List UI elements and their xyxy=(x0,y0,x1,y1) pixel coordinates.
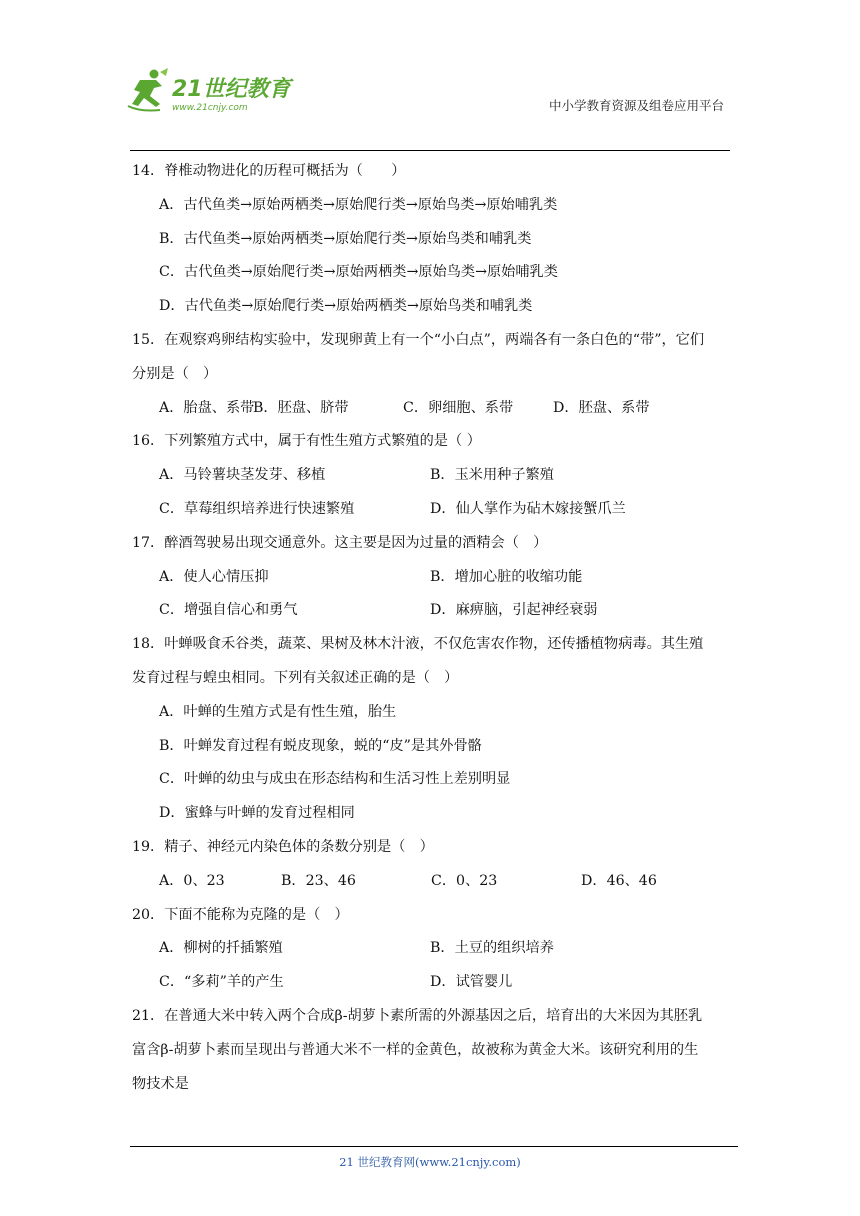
option-14-d: D．古代鱼类→原始爬行类→原始两栖类→原始鸟类和哺乳类 xyxy=(159,298,533,315)
options-17-row2 xyxy=(130,600,736,634)
option-15-d: D．胚盘、系带 xyxy=(553,399,650,416)
option-16-b: B．玉米用种子繁殖 xyxy=(430,467,554,484)
option-19-b: B．23、46 xyxy=(281,872,356,889)
footer-source: 21 世纪教育网(www.21cnjy.com) xyxy=(339,1155,521,1169)
options-17-row1 xyxy=(130,567,736,601)
option-18-d: D．蜜蜂与叶蝉的发育过程相同 xyxy=(159,805,355,822)
option-20-b: B．土豆的组织培养 xyxy=(430,940,554,957)
option-16-c: C．草莓组织培养进行快速繁殖 xyxy=(159,500,355,517)
question-20-stem: 20．下面不能称为克隆的是（ ） xyxy=(132,906,349,923)
options-16-row1 xyxy=(130,465,736,499)
option-15-b: B．胚盘、脐带 xyxy=(253,399,349,416)
question-21-stem: 21．在普通大米中转入两个合成β-胡萝卜素所需的外源基因之后，培育出的大米因为其胚乳 xyxy=(132,1007,703,1024)
option-14-a: A．古代鱼类→原始两栖类→原始爬行类→原始鸟类→原始哺乳类 xyxy=(159,196,558,213)
option-15-c: C．卵细胞、系带 xyxy=(403,399,514,416)
question-15-stem: 15．在观察鸡卵结构实验中，发现卵黄上有一个“小白点”，两端各有一条白色的“带”，它们 xyxy=(132,331,705,348)
option-18-a: A．叶蝉的生殖方式是有性生殖，胎生 xyxy=(159,703,397,720)
option-19-a: A．0、23 xyxy=(159,872,225,889)
question-21-stem-cont: 富含β-胡萝卜素而呈现出与普通大米不一样的金黄色，故被称为黄金大米。该研究利用的生 xyxy=(132,1041,699,1058)
svg-text:21世纪教育: 21世纪教育 xyxy=(172,77,291,102)
option-17-d: D．麻痹脑，引起神经衰弱 xyxy=(430,602,598,619)
header-divider xyxy=(130,150,730,151)
option-20-a: A．柳树的扦插繁殖 xyxy=(159,940,283,957)
options-19 xyxy=(130,871,736,905)
options-16-row2 xyxy=(130,499,736,533)
option-20-d: D．试管婴儿 xyxy=(430,974,513,991)
options-20-row1 xyxy=(130,938,736,972)
question-15-stem-cont: 分别是（ ） xyxy=(132,365,218,382)
footer-divider xyxy=(130,1146,738,1147)
page-header xyxy=(0,0,860,160)
question-21-stem-cont2: 物技术是 xyxy=(132,1075,189,1092)
question-16-stem: 16．下列繁殖方式中，属于有性生殖方式繁殖的是（ ） xyxy=(132,433,481,450)
question-14-stem: 14．脊椎动物进化的历程可概括为（ ） xyxy=(132,163,406,179)
question-list xyxy=(130,161,736,1107)
option-19-c: C．0、23 xyxy=(431,872,498,889)
option-19-d: D．46、46 xyxy=(581,872,657,889)
option-17-a: A．使人心情压抑 xyxy=(159,568,269,585)
option-20-c: C．“多莉”羊的产生 xyxy=(159,974,284,991)
question-19-stem: 19．精子、神经元内染色体的条数分别是（ ） xyxy=(132,838,434,855)
question-18-stem-cont: 发育过程与蝗虫相同。下列有关叙述正确的是（ ） xyxy=(132,669,459,686)
question-18-stem: 18．叶蝉吸食禾谷类，蔬菜、果树及林木汁液，不仅危害农作物，还传播植物病毒。其生殖 xyxy=(132,636,704,653)
option-18-c: C．叶蝉的幼虫与成虫在形态结构和生活习性上差别明显 xyxy=(159,771,511,788)
option-16-a: A．马铃薯块茎发芽、移植 xyxy=(159,467,326,484)
option-18-b: B．叶蝉发育过程有蜕皮现象，蜕的“皮”是其外骨骼 xyxy=(159,737,482,754)
question-17-stem: 17．醉酒驾驶易出现交通意外。这主要是因为过量的酒精会（ ） xyxy=(132,534,548,551)
option-15-a: A．胎盘、系带 xyxy=(159,399,255,416)
option-17-b: B．增加心脏的收缩功能 xyxy=(430,568,583,585)
option-16-d: D．仙人掌作为砧木嫁接蟹爪兰 xyxy=(430,500,626,517)
option-17-c: C．增强自信心和勇气 xyxy=(159,602,298,619)
platform-caption: 中小学教育资源及组卷应用平台 xyxy=(548,98,724,113)
options-15 xyxy=(130,398,736,432)
svg-text:www.21cnjy.com: www.21cnjy.com xyxy=(172,103,248,113)
options-20-row2 xyxy=(130,972,736,1006)
option-14-b: B．古代鱼类→原始两栖类→原始爬行类→原始鸟类和哺乳类 xyxy=(159,230,532,247)
option-14-c: C．古代鱼类→原始爬行类→原始两栖类→原始鸟类→原始哺乳类 xyxy=(159,264,558,281)
site-logo xyxy=(120,66,295,116)
